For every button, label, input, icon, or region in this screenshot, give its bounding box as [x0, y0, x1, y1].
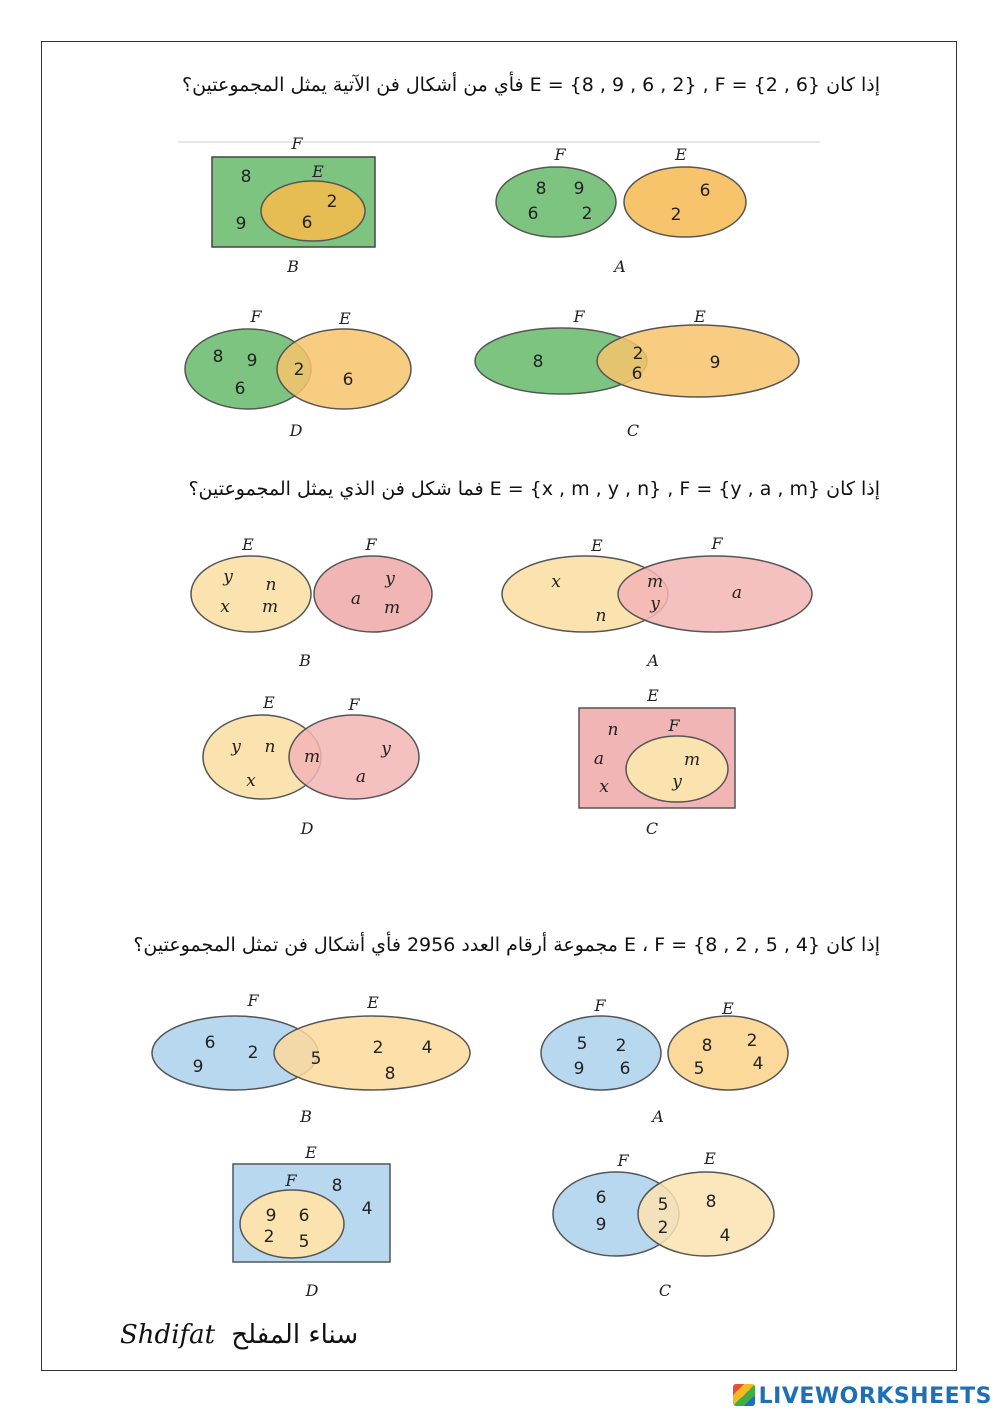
element: 2: [293, 360, 305, 380]
signature-arabic: سناء المفلح: [231, 1320, 359, 1350]
element: a: [731, 583, 743, 603]
element: 8: [701, 1036, 713, 1056]
element: 8: [535, 179, 547, 199]
element: x: [599, 777, 609, 797]
element: 5: [298, 1232, 310, 1252]
brand-text: LIVEWORKSHEETS: [758, 1384, 992, 1409]
option-label: B: [287, 257, 299, 276]
element: 2: [372, 1038, 384, 1058]
label-F: F: [250, 307, 262, 326]
label-F: F: [554, 145, 566, 164]
q3-option-D[interactable]: [233, 1143, 390, 1300]
label-F: F: [573, 307, 585, 326]
q1-option-C[interactable]: [475, 307, 799, 440]
q1-option-B[interactable]: [212, 134, 375, 276]
element: y: [223, 567, 233, 587]
element: y: [381, 739, 391, 759]
element: 5: [310, 1049, 322, 1069]
set-E-circle: [624, 167, 746, 237]
label-E: E: [591, 536, 603, 555]
label-E: E: [367, 993, 379, 1012]
label-F: F: [285, 1171, 297, 1190]
element: 5: [693, 1059, 705, 1079]
element: a: [350, 589, 362, 609]
element: y: [650, 594, 660, 614]
element: 4: [421, 1038, 433, 1058]
q3-option-C[interactable]: [553, 1149, 774, 1300]
element: m: [261, 597, 279, 617]
label-E: E: [694, 307, 706, 326]
set-F-circle: [240, 1190, 344, 1258]
element: 2: [581, 204, 593, 224]
element: 8: [331, 1176, 343, 1196]
question-1: إذا كان {6 , 2} = E = {8 , 9 , 6 , 2} , F فأي من أشكال فن الآتية يمثل المجموعتين؟: [181, 74, 880, 96]
element: 6: [527, 204, 539, 224]
set-F-circle: [314, 556, 432, 632]
element: n: [265, 575, 277, 595]
element: 8: [212, 347, 224, 367]
element: m: [383, 598, 401, 618]
label-E: E: [647, 686, 659, 705]
set-F-circle: [626, 736, 728, 802]
label-F: F: [348, 695, 360, 714]
q1-option-D[interactable]: [185, 307, 411, 440]
element: x: [551, 572, 561, 592]
element: 9: [573, 1059, 585, 1079]
label-F: F: [594, 996, 606, 1015]
option-label: C: [645, 819, 659, 838]
element: 4: [361, 1199, 373, 1219]
label-E: E: [263, 693, 275, 712]
element: 9: [265, 1206, 277, 1226]
set-F-circle: [541, 1016, 661, 1090]
element: 2: [670, 205, 682, 225]
label-E: E: [242, 535, 254, 554]
element: 9: [246, 351, 258, 371]
label-E: E: [675, 145, 687, 164]
q2-option-D[interactable]: [203, 693, 419, 838]
q1-option-A[interactable]: [496, 145, 746, 276]
element: m: [303, 747, 321, 767]
element: n: [264, 737, 276, 757]
signature-latin: Shdifat: [120, 1320, 216, 1350]
set-E-circle: [261, 181, 365, 241]
label-E: E: [305, 1143, 317, 1162]
element: x: [220, 597, 230, 617]
label-F: F: [291, 134, 303, 153]
option-label: C: [626, 421, 640, 440]
element: y: [672, 772, 682, 792]
element: 2: [657, 1218, 669, 1238]
option-label: A: [652, 1107, 664, 1126]
element: 6: [631, 364, 643, 384]
element: 9: [573, 179, 585, 199]
element: 9: [192, 1057, 204, 1077]
element: 6: [595, 1188, 607, 1208]
option-label: D: [300, 819, 314, 838]
q3-option-B[interactable]: [152, 991, 470, 1126]
element: 9: [235, 214, 247, 234]
label-E: E: [339, 309, 351, 328]
signature: [120, 1320, 358, 1350]
element: m: [683, 750, 701, 770]
logo-icon: [733, 1384, 755, 1406]
element: 8: [384, 1064, 396, 1084]
element: 8: [532, 352, 544, 372]
label-F: F: [711, 534, 723, 553]
element: 2: [615, 1036, 627, 1056]
element: 6: [234, 379, 246, 399]
element: a: [355, 767, 367, 787]
label-E: E: [722, 999, 734, 1018]
element: y: [231, 737, 241, 757]
option-label: B: [300, 1107, 312, 1126]
question-2: إذا كان {y , a , m} = E = {x , m , y , n} , F فما شكل فن الذي يمثل المجموعتين؟: [188, 478, 880, 500]
option-label: D: [289, 421, 303, 440]
element: 4: [719, 1226, 731, 1246]
element: y: [385, 569, 395, 589]
element: 2: [632, 344, 644, 364]
option-label: D: [305, 1281, 319, 1300]
element: 6: [342, 370, 354, 390]
set-F-circle: [618, 556, 812, 632]
element: 2: [326, 192, 338, 212]
element: 6: [699, 181, 711, 201]
label-F: F: [617, 1151, 629, 1170]
label-F: F: [247, 991, 259, 1010]
set-E-circle: [597, 325, 799, 397]
question-3: إذا كان {4 , 5 , 2 , 8} = E ، F مجموعة أرقام العدد 2956 فأي أشكال فن تمثل المجموعتين؟: [133, 934, 880, 956]
element: 6: [298, 1206, 310, 1226]
option-label: A: [614, 257, 626, 276]
q2-option-C[interactable]: [579, 686, 735, 838]
set-F-circle: [496, 167, 616, 237]
element: a: [593, 749, 605, 769]
element: m: [646, 572, 664, 592]
set-E-circle: [668, 1016, 788, 1090]
element: x: [246, 771, 256, 791]
label-F: F: [668, 716, 680, 735]
element: 2: [263, 1227, 275, 1247]
element: n: [595, 606, 607, 626]
element: 6: [619, 1059, 631, 1079]
element: 8: [240, 167, 252, 187]
element: 2: [746, 1031, 758, 1051]
element: n: [607, 720, 619, 740]
element: 6: [301, 213, 313, 233]
option-label: C: [658, 1281, 672, 1300]
set-E-circle: [191, 556, 311, 632]
element: 9: [595, 1215, 607, 1235]
label-F: F: [365, 535, 377, 554]
q2-option-A[interactable]: [502, 534, 812, 670]
element: 2: [247, 1043, 259, 1063]
element: 5: [576, 1034, 588, 1054]
q3-option-A[interactable]: [541, 996, 788, 1126]
option-label: B: [299, 651, 311, 670]
element: 8: [705, 1192, 717, 1212]
element: 6: [204, 1033, 216, 1053]
label-E: E: [704, 1149, 716, 1168]
liveworksheets-logo[interactable]: [733, 1384, 992, 1409]
element: 5: [657, 1195, 669, 1215]
element: 9: [709, 353, 721, 373]
option-label: A: [647, 651, 659, 670]
label-E: E: [312, 162, 324, 181]
element: 4: [752, 1054, 764, 1074]
q2-option-B[interactable]: [191, 535, 432, 670]
